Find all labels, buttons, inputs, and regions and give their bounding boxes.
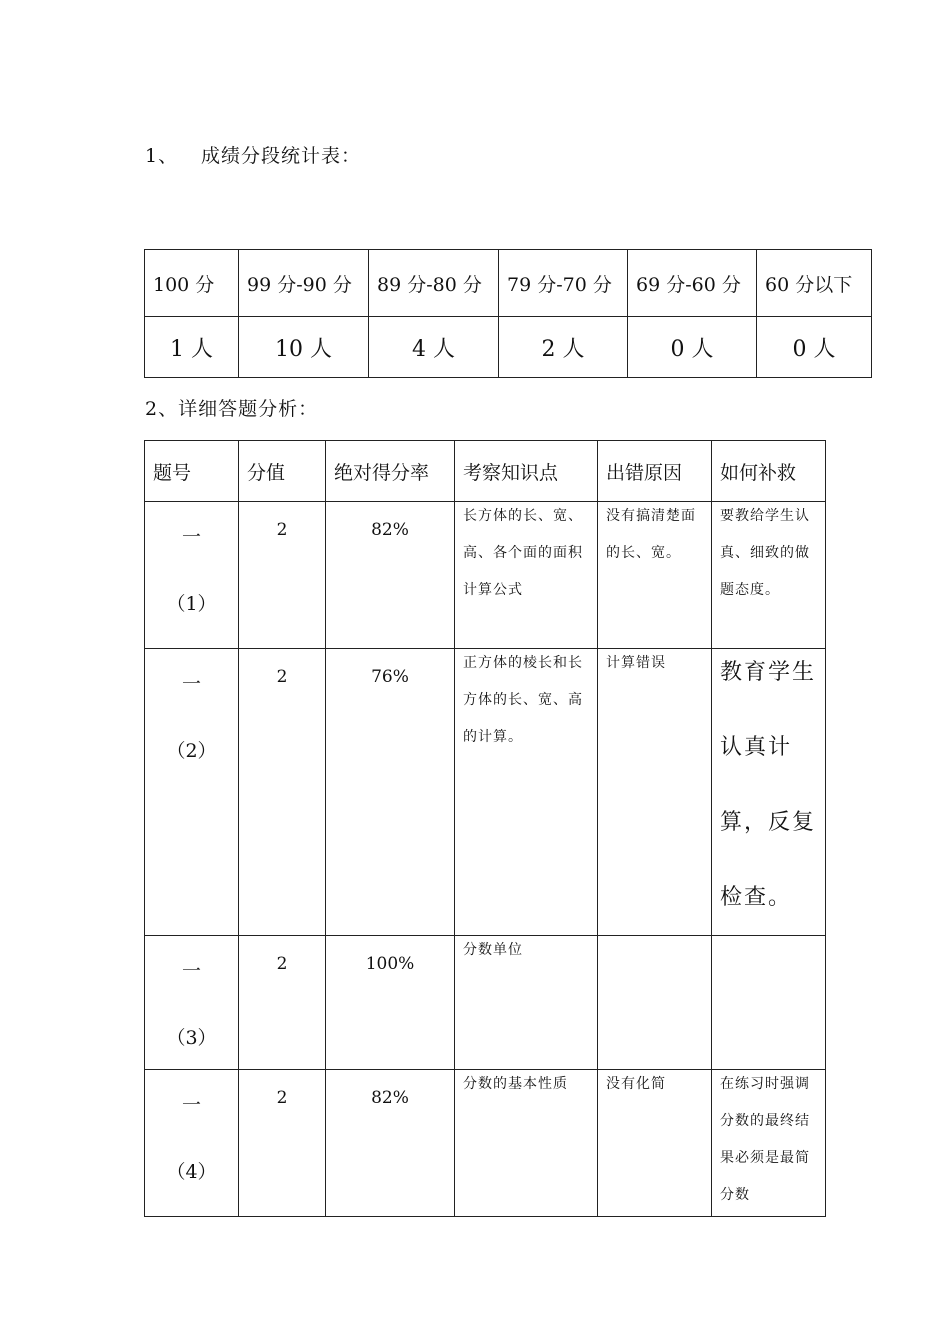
analysis-header-cell: 如何补救 bbox=[712, 441, 826, 502]
score-value-cell bbox=[239, 649, 326, 936]
question-index: （4） bbox=[166, 1161, 217, 1183]
remedy-text: 教育学生认真计算，反复检查。 bbox=[720, 660, 817, 910]
score-rate: 82% bbox=[371, 1088, 409, 1108]
knowledge-cell bbox=[455, 936, 598, 1070]
knowledge-text: 正方体的棱长和长方体的长、宽、高的计算。 bbox=[463, 655, 583, 745]
score-count-cell: 10 人 bbox=[239, 317, 369, 378]
score-header-cell: 100 分 bbox=[145, 250, 239, 317]
reason-cell bbox=[598, 1070, 712, 1217]
analysis-header-cell: 考察知识点 bbox=[455, 441, 598, 502]
knowledge-text: 分数的基本性质 bbox=[463, 1076, 568, 1092]
analysis-header-cell: 出错原因 bbox=[598, 441, 712, 502]
score-value: 2 bbox=[276, 954, 288, 974]
reason-cell bbox=[598, 649, 712, 936]
score-header-row bbox=[145, 250, 872, 317]
score-value-cell bbox=[239, 936, 326, 1070]
score-header-cell: 60 分以下 bbox=[757, 250, 872, 317]
remedy-text: 在练习时强调分数的最终结果必须是最简分数 bbox=[720, 1076, 810, 1203]
score-value-cell bbox=[239, 502, 326, 649]
question-section: 一 bbox=[181, 960, 201, 982]
question-section: 一 bbox=[181, 1094, 201, 1116]
analysis-header-row bbox=[145, 441, 826, 502]
analysis-header-cell: 题号 bbox=[145, 441, 239, 502]
score-distribution-table bbox=[144, 249, 872, 378]
reason-cell bbox=[598, 936, 712, 1070]
question-number-cell bbox=[145, 936, 239, 1070]
section-1-number: 1、 bbox=[145, 145, 179, 167]
score-rate: 82% bbox=[371, 520, 409, 540]
score-header-cell: 99 分-90 分 bbox=[239, 250, 369, 317]
rate-cell bbox=[326, 649, 455, 936]
score-count-cell: 0 人 bbox=[757, 317, 872, 378]
question-index: （1） bbox=[166, 593, 217, 615]
remedy-cell bbox=[712, 1070, 826, 1217]
analysis-row bbox=[145, 936, 826, 1070]
remedy-cell bbox=[712, 649, 826, 936]
score-rate: 76% bbox=[371, 667, 409, 687]
score-rate: 100% bbox=[365, 954, 415, 974]
score-value: 2 bbox=[276, 1088, 288, 1108]
analysis-header-cell: 分值 bbox=[239, 441, 326, 502]
score-count-cell: 0 人 bbox=[628, 317, 757, 378]
score-count-cell: 4 人 bbox=[369, 317, 499, 378]
analysis-header-cell: 绝对得分率 bbox=[326, 441, 455, 502]
section-1-heading bbox=[145, 141, 361, 168]
remedy-cell bbox=[712, 502, 826, 649]
section-2-heading: 2、详细答题分析： bbox=[145, 398, 319, 420]
score-header-cell: 79 分-70 分 bbox=[499, 250, 628, 317]
knowledge-cell bbox=[455, 1070, 598, 1217]
analysis-row bbox=[145, 649, 826, 936]
rate-cell bbox=[326, 1070, 455, 1217]
knowledge-text: 长方体的长、宽、高、各个面的面积计算公式 bbox=[463, 508, 583, 598]
knowledge-cell bbox=[455, 649, 598, 936]
rate-cell bbox=[326, 502, 455, 649]
section-1-title: 成绩分段统计表： bbox=[201, 145, 362, 167]
score-value: 2 bbox=[276, 667, 288, 687]
analysis-row bbox=[145, 1070, 826, 1217]
question-number-cell bbox=[145, 649, 239, 936]
question-index: （3） bbox=[166, 1027, 217, 1049]
question-number-cell bbox=[145, 1070, 239, 1217]
score-header-cell: 89 分-80 分 bbox=[369, 250, 499, 317]
knowledge-text: 分数单位 bbox=[463, 942, 523, 958]
analysis-row bbox=[145, 502, 826, 649]
reason-text: 没有搞清楚面的长、宽。 bbox=[606, 508, 696, 561]
rate-cell bbox=[326, 936, 455, 1070]
score-header-cell: 69 分-60 分 bbox=[628, 250, 757, 317]
answer-analysis-table bbox=[144, 440, 826, 1217]
score-value: 2 bbox=[276, 520, 288, 540]
reason-text: 没有化简 bbox=[606, 1076, 666, 1092]
score-count-cell: 2 人 bbox=[499, 317, 628, 378]
question-number-cell bbox=[145, 502, 239, 649]
remedy-cell bbox=[712, 936, 826, 1070]
knowledge-cell bbox=[455, 502, 598, 649]
question-section: 一 bbox=[181, 526, 201, 548]
score-value-cell bbox=[239, 1070, 326, 1217]
question-section: 一 bbox=[181, 673, 201, 695]
remedy-text: 要教给学生认真、细致的做题态度。 bbox=[720, 508, 810, 598]
score-count-row bbox=[145, 317, 872, 378]
reason-text: 计算错误 bbox=[606, 655, 666, 671]
score-count-cell: 1 人 bbox=[145, 317, 239, 378]
reason-cell bbox=[598, 502, 712, 649]
question-index: （2） bbox=[166, 740, 217, 762]
